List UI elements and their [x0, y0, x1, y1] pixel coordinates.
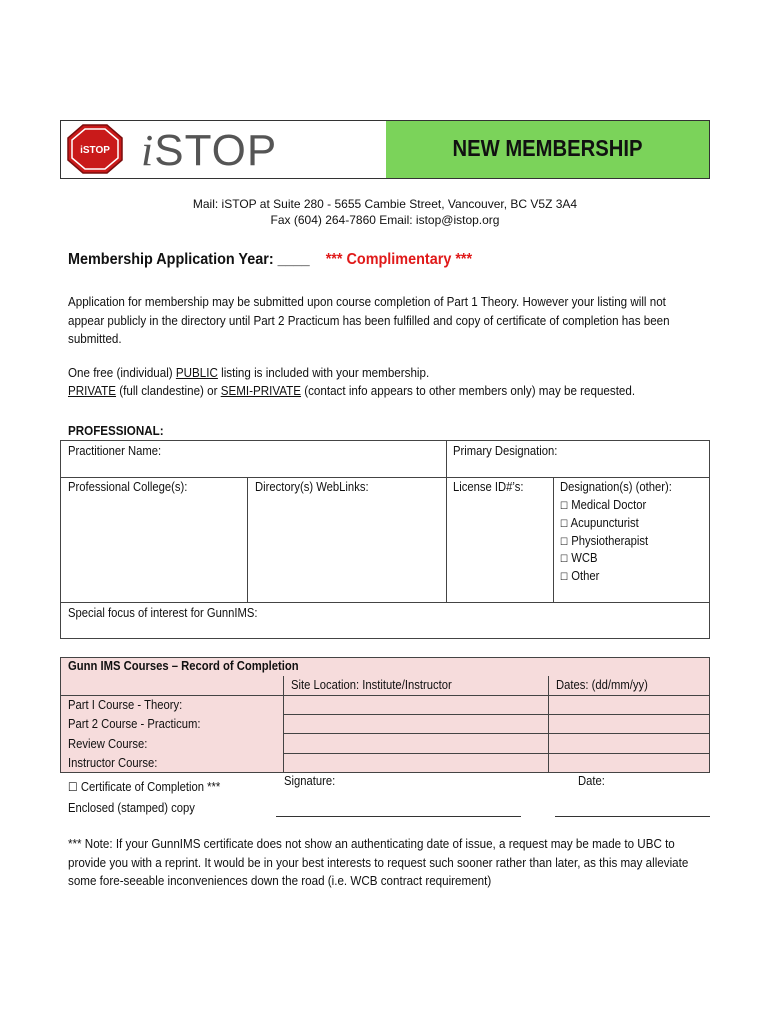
stop-sign-icon	[67, 124, 123, 174]
enclosed-copy-label: Enclosed (stamped) copy	[68, 801, 195, 815]
signature-label: Signature:	[284, 774, 336, 788]
intro-paragraph: Application for membership may be submitted upon course completion of Part 1 Theory. However your listing will not appear publicly in the directory until Part 2 Practicum has been fulfilled and copy of certificate of completion has been submitted.	[68, 295, 670, 346]
stop-sign-text: iSTOP	[80, 145, 110, 156]
option-acupuncturist[interactable]: ☐ Acupuncturist	[560, 516, 639, 530]
checkbox-icon[interactable]: ☐	[560, 572, 569, 583]
signature-line[interactable]	[276, 816, 521, 817]
designation-other-label: Designation(s) (other):	[560, 480, 672, 494]
complimentary-text: *** Complimentary ***	[325, 251, 473, 268]
practitioner-name-label: Practitioner Name:	[68, 444, 162, 458]
checkbox-icon[interactable]: ☐	[560, 501, 569, 512]
option-wcb[interactable]: ☐ WCB	[560, 551, 598, 565]
dates-field-4[interactable]	[548, 753, 710, 773]
page-title: NEW MEMBERSHIP	[452, 135, 643, 161]
dates-field-2[interactable]	[548, 714, 710, 734]
checkbox-icon[interactable]: ☐	[560, 537, 569, 548]
public-listing-text: One free (individual) PUBLIC listing is included with your membership.	[68, 366, 430, 380]
title-cell	[386, 121, 709, 178]
dates-field-3[interactable]	[548, 733, 710, 754]
site-location-label: Site Location: Institute/Instructor	[291, 678, 452, 692]
checkbox-icon[interactable]: ☐	[560, 554, 569, 565]
license-id-field[interactable]	[446, 477, 554, 603]
course-row-instructor: Instructor Course:	[68, 756, 158, 770]
course-row-practicum: Part 2 Course - Practicum:	[68, 717, 201, 731]
primary-designation-label: Primary Designation:	[453, 444, 558, 458]
site-location-field-1[interactable]	[283, 695, 549, 715]
checkbox-icon[interactable]: ☐	[560, 519, 569, 530]
header-table	[60, 120, 710, 179]
certificate-checkbox-row[interactable]: ☐ Certificate of Completion ***	[68, 780, 221, 794]
license-id-label: License ID#’s:	[453, 480, 524, 494]
directory-weblinks-label: Directory(s) WebLinks:	[255, 480, 369, 494]
professional-college-field[interactable]	[60, 477, 248, 603]
courses-heading: Gunn IMS Courses – Record of Completion	[68, 659, 299, 673]
logo-cell	[61, 121, 387, 178]
course-row-review: Review Course:	[68, 737, 148, 751]
dates-label: Dates: (dd/mm/yy)	[556, 678, 648, 692]
membership-year	[68, 251, 472, 269]
option-medical-doctor[interactable]: ☐ Medical Doctor	[560, 498, 647, 512]
date-line[interactable]	[555, 816, 710, 817]
mail-address: Mail: iSTOP at Suite 280 - 5655 Cambie Street, Vancouver, BC V5Z 3A4	[192, 197, 578, 211]
fax-email: Fax (604) 264-7860 Email: istop@istop.org	[270, 213, 500, 227]
option-other[interactable]: ☐ Other	[560, 569, 600, 583]
private-listing-text: PRIVATE (full clandestine) or SEMI-PRIVATE (contact info appears to other members only) may be requested.	[68, 384, 636, 398]
courses-header-blank	[60, 676, 284, 696]
membership-year-label: Membership Application Year: ____	[68, 251, 310, 268]
dates-field-1[interactable]	[548, 695, 710, 715]
site-location-field-3[interactable]	[283, 733, 549, 754]
logo-wordmark: iSTOP	[141, 126, 278, 175]
special-focus-label: Special focus of interest for GunnIMS:	[68, 606, 258, 620]
footnote: *** Note: If your GunnIMS certificate does not show an authenticating date of issue, a request may be made to UBC to provide you with a reprint. It would be in your best interests to request such sooner rather than later, as this may alleviate some fore-seeable inconveniences down the road (i.e. WCB contract requirement)	[68, 837, 689, 888]
professional-heading: PROFESSIONAL:	[68, 424, 164, 438]
directory-weblinks-field[interactable]	[247, 477, 447, 603]
site-location-field-2[interactable]	[283, 714, 549, 734]
professional-college-label: Professional College(s):	[68, 480, 188, 494]
course-row-theory: Part I Course - Theory:	[68, 698, 183, 712]
option-physiotherapist[interactable]: ☐ Physiotherapist	[560, 534, 649, 548]
date-label: Date:	[578, 774, 605, 788]
checkbox-icon[interactable]: ☐	[68, 780, 78, 794]
site-location-field-4[interactable]	[283, 753, 549, 773]
